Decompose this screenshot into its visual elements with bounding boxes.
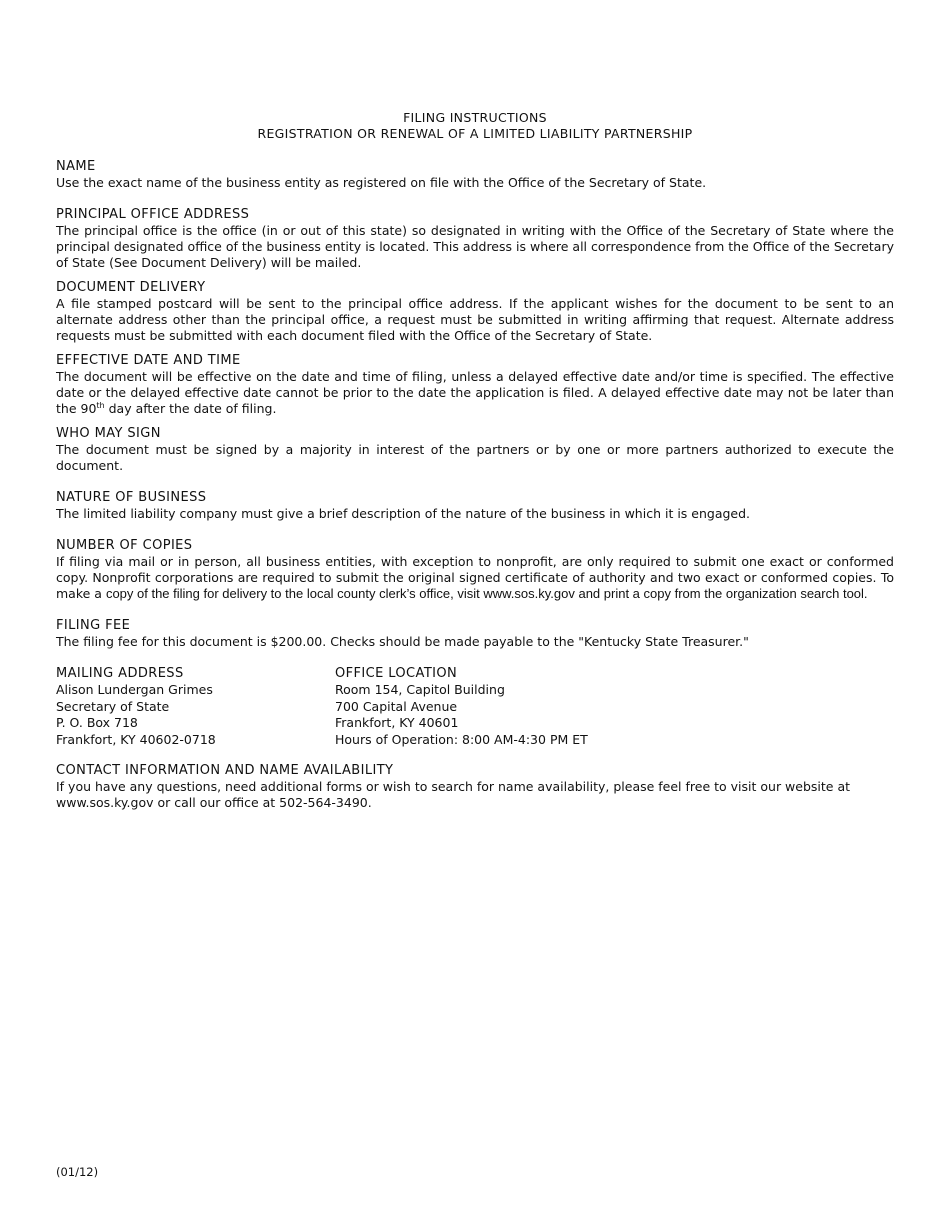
address-line: Frankfort, KY 40602-0718: [56, 731, 216, 747]
address-columns: [56, 665, 894, 748]
section-nature-of-business: [56, 489, 894, 522]
section-who-may-sign: [56, 425, 894, 474]
section-effective-date: [56, 352, 894, 417]
title-line-1: FILING INSTRUCTIONS: [403, 110, 547, 125]
section-principal-office: [56, 206, 894, 271]
revision-code: (01/12): [56, 1165, 99, 1179]
section-heading: NUMBER OF COPIES: [56, 538, 193, 553]
section-body: The filing fee for this document is $200.00. Checks should be made payable to the "Kentucky State Treasurer.": [56, 634, 749, 649]
ordinal-suffix: th: [96, 400, 105, 410]
office-location-heading: OFFICE LOCATION: [335, 666, 458, 681]
section-document-delivery: [56, 279, 894, 344]
office-location: [335, 665, 588, 748]
section-heading: NATURE OF BUSINESS: [56, 490, 207, 505]
location-line: Frankfort, KY 40601: [335, 715, 459, 730]
body-text-part-1: If filing via mail or in person, all business entities, with exception to nonprofit, are only required to submit one exact or conformed copy. Nonprofit corporations are required to submit the original signed certificate of authority and two exact or conformed copies. To make a: [56, 554, 894, 601]
address-line: P. O. Box 718: [56, 715, 138, 730]
location-line: Hours of Operation: 8:00 AM-4:30 PM ET: [335, 731, 588, 747]
body-text-pre: The document will be effective on the date and time of filing, unless a delayed effective date and/or time is specified. The effective date or the delayed effective date cannot be prior to the date the application is filed. A delayed effective date may not be later than the 90: [56, 369, 894, 416]
section-body: A file stamped postcard will be sent to the principal office address. If the applicant wishes for the document to be sent to an alternate address other than the principal office, a request must be submitted in writing affirming that request. Alternate address requests must be submitted with each document filed with the Office of the Secretary of State.: [56, 296, 894, 343]
address-line: Alison Lundergan Grimes: [56, 682, 213, 697]
section-number-of-copies: [56, 537, 894, 602]
section-name: [56, 158, 894, 191]
mailing-address: [56, 665, 335, 748]
document-title: [56, 110, 894, 142]
section-body: Use the exact name of the business entity as registered on file with the Office of the Secretary of State.: [56, 175, 707, 190]
section-heading: CONTACT INFORMATION AND NAME AVAILABILITY: [56, 763, 394, 778]
section-heading: WHO MAY SIGN: [56, 426, 161, 441]
section-heading: FILING FEE: [56, 618, 131, 633]
mailing-address-heading: MAILING ADDRESS: [56, 666, 184, 681]
title-line-2: REGISTRATION OR RENEWAL OF A LIMITED LIABILITY PARTNERSHIP: [257, 126, 693, 141]
location-line: 700 Capital Avenue: [335, 698, 458, 714]
body-text-part-2: copy of the filing for delivery to the local county clerk’s office, visit www.sos.ky.gov and print a copy from the organization search tool.: [105, 586, 868, 601]
section-heading: NAME: [56, 159, 96, 174]
section-body: The document must be signed by a majority in interest of the partners or by one or more partners authorized to execute the document.: [56, 442, 894, 473]
section-contact: [56, 762, 894, 811]
section-body: [56, 554, 894, 602]
section-body: If you have any questions, need additional forms or wish to search for name availability, please feel free to visit our website at www.sos.ky.gov or call our office at 502-564-3490.: [56, 779, 851, 810]
section-body: [56, 369, 894, 417]
body-text-post: day after the date of filing.: [104, 401, 277, 416]
section-body: The principal office is the office (in or out of this state) so designated in writing with the Office of the Secretary of State where the principal designated office of the business entity is located. This address is where all correspondence from the Office of the Secretary of State (See Document Delivery) will be mailed.: [56, 223, 894, 270]
section-heading: EFFECTIVE DATE AND TIME: [56, 353, 241, 368]
section-body: The limited liability company must give a brief description of the nature of the business in which it is engaged.: [56, 506, 751, 521]
location-line: Room 154, Capitol Building: [335, 682, 505, 697]
section-filing-fee: [56, 617, 894, 650]
address-line: Secretary of State: [56, 698, 170, 714]
section-heading: PRINCIPAL OFFICE ADDRESS: [56, 207, 250, 222]
document-page: [56, 110, 894, 819]
section-heading: DOCUMENT DELIVERY: [56, 280, 206, 295]
